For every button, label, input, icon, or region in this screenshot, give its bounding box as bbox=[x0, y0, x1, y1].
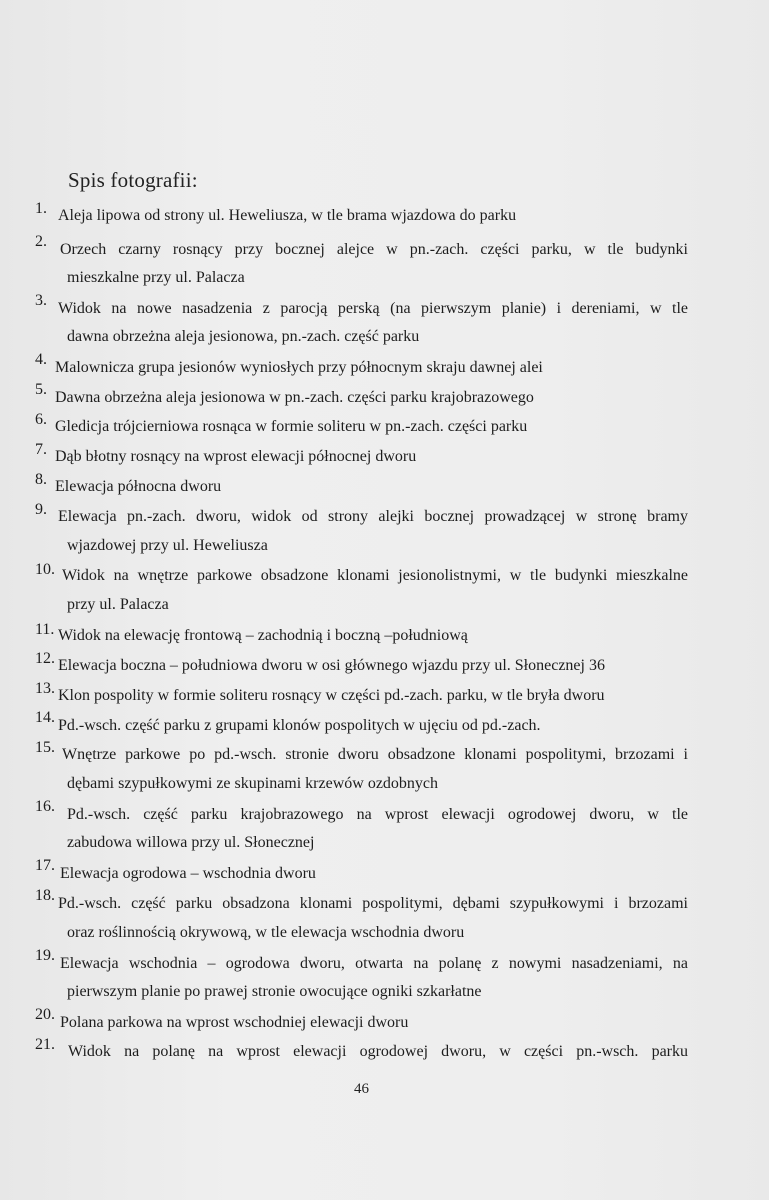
list-item-text: Widok na nowe nasadzenia z parocją perską (na pierwszym planie) i dereniami, w tle bbox=[58, 300, 688, 317]
list-item-number: 4. bbox=[35, 351, 47, 368]
list-item-text: oraz roślinnością okrywową, w tle elewacja wschodnia dworu bbox=[67, 924, 465, 941]
list-item-text: zabudowa willowa przy ul. Słonecznej bbox=[67, 834, 315, 851]
list-item-text: Elewacja pn.-zach. dworu, widok od strony alejki bocznej prowadzącej w stronę bramy bbox=[58, 508, 688, 525]
list-item-text: Widok na wnętrze parkowe obsadzone klonami jesionolistnymi, w tle budynki mieszkalne bbox=[62, 567, 688, 584]
list-item-number: 9. bbox=[35, 501, 47, 518]
list-item-text: Klon pospolity w formie soliteru rosnący w części pd.-zach. parku, w tle bryła dworu bbox=[58, 687, 605, 704]
list-item-text: Pd.-wsch. część parku krajobrazowego na wprost elewacji ogrodowej dworu, w tle bbox=[67, 806, 688, 823]
list-item-text: dębami szypułkowymi ze skupinami krzewów ozdobnych bbox=[67, 775, 439, 792]
list-item-text: Gledicja trójcierniowa rosnąca w formie soliteru w pn.-zach. części parku bbox=[55, 418, 528, 435]
list-item-text: Dawna obrzeżna aleja jesionowa w pn.-zach. części parku krajobrazowego bbox=[55, 389, 534, 406]
list-item-text: Orzech czarny rosnący przy bocznej alejce w pn.-zach. części parku, w tle budynki bbox=[60, 241, 688, 258]
list-item-number: 12. bbox=[35, 650, 55, 667]
list-item-text: pierwszym planie po prawej stronie owocujące ogniki szkarłatne bbox=[67, 983, 482, 1000]
list-item-number: 15. bbox=[35, 739, 55, 756]
list-item-number: 13. bbox=[35, 680, 55, 697]
list-item-text: mieszkalne przy ul. Palacza bbox=[67, 269, 245, 286]
list-item-number: 3. bbox=[35, 292, 47, 309]
list-item-number: 5. bbox=[35, 381, 47, 398]
page-number: 46 bbox=[354, 1081, 369, 1097]
list-item-text: Elewacja północna dworu bbox=[55, 478, 222, 495]
list-item-text: Widok na elewację frontową – zachodnią i boczną –południową bbox=[58, 627, 468, 644]
list-item-number: 8. bbox=[35, 471, 47, 488]
list-item-number: 11. bbox=[35, 621, 55, 638]
list-item-number: 16. bbox=[35, 798, 55, 815]
list-item-text: Wnętrze parkowe po pd.-wsch. stronie dworu obsadzone klonami pospolitymi, brzozami i bbox=[62, 746, 688, 763]
list-item-text: Elewacja ogrodowa – wschodnia dworu bbox=[60, 865, 316, 882]
list-item-text: wjazdowej przy ul. Heweliusza bbox=[67, 537, 268, 554]
list-item-text: Aleja lipowa od strony ul. Heweliusza, w tle brama wjazdowa do parku bbox=[58, 207, 517, 224]
list-item-number: 21. bbox=[35, 1036, 55, 1053]
list-item-number: 1. bbox=[35, 200, 47, 217]
list-item-text: przy ul. Palacza bbox=[67, 596, 169, 613]
list-item-text: Elewacja wschodnia – ogrodowa dworu, otwarta na polanę z nowymi nasadzeniami, na bbox=[60, 955, 688, 972]
list-item-number: 14. bbox=[35, 709, 55, 726]
list-item-text: Malownicza grupa jesionów wyniosłych przy północnym skraju dawnej alei bbox=[55, 359, 543, 376]
list-item-text: Pd.-wsch. część parku obsadzona klonami pospolitymi, dębami szypułkowymi i brzozami bbox=[58, 895, 688, 912]
list-item-number: 6. bbox=[35, 411, 47, 428]
list-item-text: Polana parkowa na wprost wschodniej elewacji dworu bbox=[60, 1014, 409, 1031]
list-item-text: Elewacja boczna – południowa dworu w osi głównego wjazdu przy ul. Słonecznej 36 bbox=[58, 657, 605, 674]
list-item-text: Widok na polanę na wprost elewacji ogrodowej dworu, w części pn.-wsch. parku bbox=[68, 1043, 688, 1060]
page-heading: Spis fotografii: bbox=[68, 168, 198, 192]
list-item-number: 17. bbox=[35, 857, 55, 874]
list-item-number: 18. bbox=[35, 887, 55, 904]
list-item-text: Pd.-wsch. część parku z grupami klonów pospolitych w ujęciu od pd.-zach. bbox=[58, 717, 541, 734]
list-item-text: dawna obrzeżna aleja jesionowa, pn.-zach. część parku bbox=[67, 328, 420, 345]
list-item-number: 19. bbox=[35, 947, 55, 964]
list-item-text: Dąb błotny rosnący na wprost elewacji północnej dworu bbox=[55, 448, 417, 465]
list-item-number: 10. bbox=[35, 561, 55, 578]
list-item-number: 2. bbox=[35, 233, 47, 250]
list-item-number: 7. bbox=[35, 441, 47, 458]
list-item-number: 20. bbox=[35, 1006, 55, 1023]
